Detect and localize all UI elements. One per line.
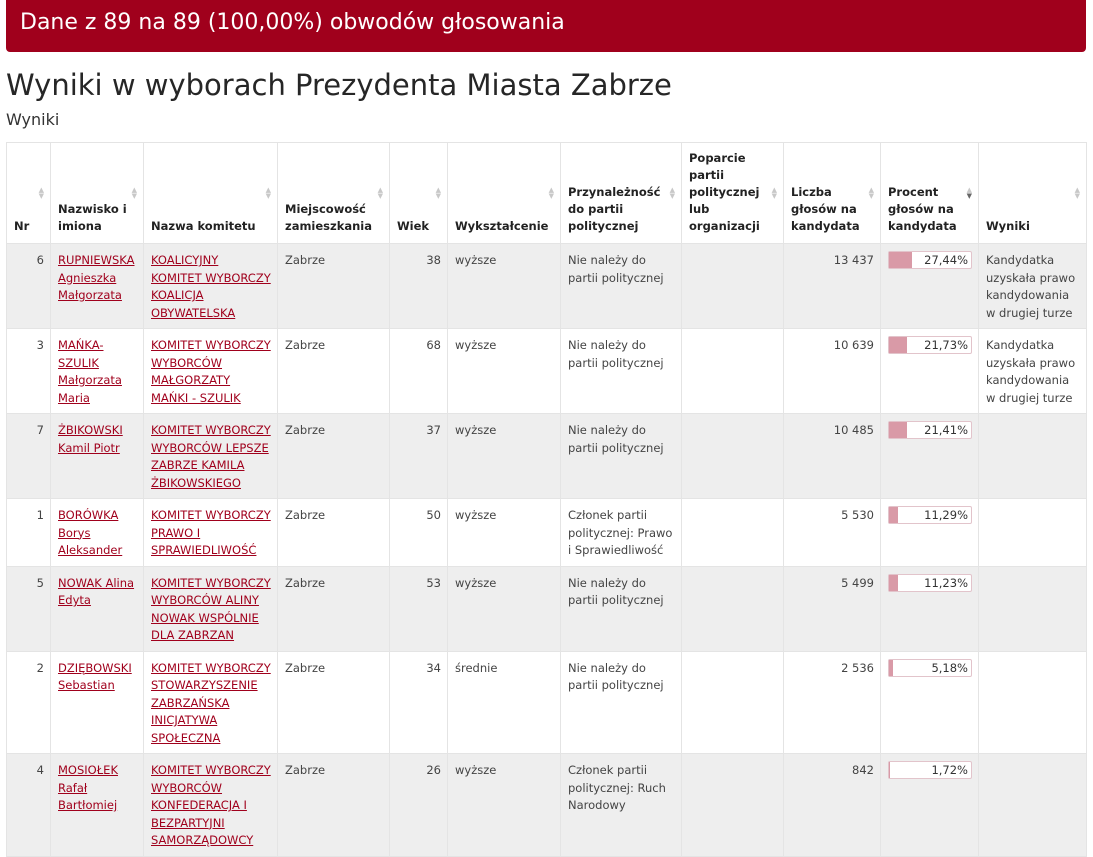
cell-committee xyxy=(144,754,278,857)
cell-age: 34 xyxy=(390,651,448,754)
column-header-committee[interactable] xyxy=(144,143,278,244)
cell-nr: 7 xyxy=(7,414,51,499)
candidate-link[interactable]: BORÓWKA Borys Aleksander xyxy=(58,508,123,557)
table-row xyxy=(7,754,1087,857)
sort-icon: ▲ ▼ xyxy=(1074,186,1080,200)
percent-value: 27,44% xyxy=(924,253,968,267)
table-header-row xyxy=(7,143,1087,244)
cell-party: Nie należy do partii politycznej xyxy=(561,566,682,651)
cell-nr: 3 xyxy=(7,329,51,414)
cell-name xyxy=(51,754,144,857)
percent-bar-fill xyxy=(889,422,907,438)
cell-committee xyxy=(144,499,278,567)
cell-percent xyxy=(881,499,979,567)
page-title: Wyniki w wyborach Prezydenta Miasta Zabrze xyxy=(6,68,672,102)
section-title: Wyniki xyxy=(6,110,60,129)
cell-votes: 10 639 xyxy=(784,329,881,414)
cell-votes: 2 536 xyxy=(784,651,881,754)
committee-link[interactable]: KOMITET WYBORCZY WYBORCÓW ALINY NOWAK WSPÓLNIE DLA ZABRZAN xyxy=(151,575,271,642)
percent-value: 21,41% xyxy=(924,423,968,437)
cell-residence: Zabrze xyxy=(278,566,390,651)
cell-age: 50 xyxy=(390,499,448,567)
candidate-link[interactable]: NOWAK Alina Edyta xyxy=(58,575,135,607)
column-header-label: Nr xyxy=(14,219,30,233)
percent-value: 1,72% xyxy=(931,763,968,777)
column-header-label: Wiek xyxy=(397,219,430,233)
table-row xyxy=(7,329,1087,414)
cell-committee xyxy=(144,566,278,651)
cell-residence: Zabrze xyxy=(278,414,390,499)
column-header-votes[interactable] xyxy=(784,143,881,244)
cell-support xyxy=(682,244,784,329)
percent-bar xyxy=(888,574,972,592)
cell-result: Kandydatka uzyskała prawo kandydowania w drugiej turze xyxy=(979,244,1087,329)
candidate-link[interactable]: ŻBIKOWSKI Kamil Piotr xyxy=(58,423,123,455)
table-row xyxy=(7,414,1087,499)
cell-result: Kandydatka uzyskała prawo kandydowania w drugiej turze xyxy=(979,329,1087,414)
sort-icon: ▲ ▼ xyxy=(265,186,271,200)
percent-bar-fill xyxy=(889,337,907,353)
percent-bar xyxy=(888,761,972,779)
cell-result xyxy=(979,499,1087,567)
column-header-education[interactable] xyxy=(448,143,561,244)
cell-name xyxy=(51,329,144,414)
cell-support xyxy=(682,651,784,754)
cell-votes: 842 xyxy=(784,754,881,857)
cell-party: Nie należy do partii politycznej xyxy=(561,244,682,329)
candidate-link[interactable]: RUPNIEWSKA Agnieszka Małgorzata xyxy=(58,253,135,302)
percent-bar xyxy=(888,336,972,354)
cell-support xyxy=(682,414,784,499)
cell-residence: Zabrze xyxy=(278,499,390,567)
sort-icon: ▲ ▼ xyxy=(38,186,44,200)
column-header-label: Wyniki xyxy=(986,219,1030,233)
committee-link[interactable]: KOMITET WYBORCZY STOWARZYSZENIE ZABRZAŃSKA INICJATYWA SPOŁECZNA xyxy=(151,660,271,745)
cell-result xyxy=(979,651,1087,754)
sort-icon: ▲ ▼ xyxy=(868,186,874,200)
cell-support xyxy=(682,566,784,651)
committee-link[interactable]: KOALICYJNY KOMITET WYBORCZY KOALICJA OBYWATELSKA xyxy=(151,253,271,320)
committee-link[interactable]: KOMITET WYBORCZY WYBORCÓW MAŁGORZATY MAŃKI - SZULIK xyxy=(151,338,271,405)
percent-bar-fill xyxy=(889,660,893,676)
cell-education: wyższe xyxy=(448,244,561,329)
cell-committee xyxy=(144,414,278,499)
column-header-support[interactable] xyxy=(682,143,784,244)
percent-value: 11,23% xyxy=(924,575,968,590)
column-header-label: Miejscowość zamieszkania xyxy=(285,202,373,233)
cell-result xyxy=(979,566,1087,651)
sort-icon: ▲ ▼ xyxy=(131,186,137,200)
committee-link[interactable]: KOMITET WYBORCZY WYBORCÓW KONFEDERACJA I BEZPARTYJNI SAMORZĄDOWCY xyxy=(151,763,271,847)
percent-bar-fill xyxy=(889,507,898,523)
cell-nr: 6 xyxy=(7,244,51,329)
cell-party: Nie należy do partii politycznej xyxy=(561,651,682,754)
cell-support xyxy=(682,329,784,414)
sort-icon: ▲ ▼ xyxy=(771,186,777,200)
percent-bar-fill xyxy=(889,575,898,591)
percent-bar-fill xyxy=(889,252,912,268)
data-coverage-banner: Dane z 89 na 89 (100,00%) obwodów głosowania xyxy=(6,0,1086,52)
cell-support xyxy=(682,754,784,857)
cell-age: 26 xyxy=(390,754,448,857)
cell-percent xyxy=(881,651,979,754)
cell-age: 38 xyxy=(390,244,448,329)
sort-icon: ▲ ▼ xyxy=(669,186,675,200)
candidate-link[interactable]: DZIĘBOWSKI Sebastian xyxy=(58,660,132,692)
percent-bar xyxy=(888,251,972,269)
cell-nr: 2 xyxy=(7,651,51,754)
percent-value: 11,29% xyxy=(924,508,968,522)
results-table xyxy=(6,142,1087,857)
cell-residence: Zabrze xyxy=(278,244,390,329)
cell-percent xyxy=(881,754,979,857)
committee-link[interactable]: KOMITET WYBORCZY WYBORCÓW LEPSZE ZABRZE KAMILA ŻBIKOWSKIEGO xyxy=(151,423,271,490)
cell-party: Członek partii politycznej: Prawo i Sprawiedliwość xyxy=(561,499,682,567)
cell-party: Nie należy do partii politycznej xyxy=(561,329,682,414)
cell-name xyxy=(51,651,144,754)
cell-nr: 4 xyxy=(7,754,51,857)
column-header-label: Liczba głosów na kandydata xyxy=(791,185,860,233)
candidate-link[interactable]: MAŃKA-SZULIK Małgorzata Maria xyxy=(58,338,122,405)
percent-bar-fill xyxy=(889,762,890,778)
cell-age: 53 xyxy=(390,566,448,651)
cell-votes: 10 485 xyxy=(784,414,881,499)
table-row xyxy=(7,499,1087,567)
cell-votes: 5 499 xyxy=(784,566,881,651)
column-header-label: Poparcie partii politycznej lub organizacji xyxy=(689,151,760,233)
cell-votes: 13 437 xyxy=(784,244,881,329)
table-row xyxy=(7,244,1087,329)
table-row xyxy=(7,651,1087,754)
cell-education: wyższe xyxy=(448,414,561,499)
percent-value: 21,73% xyxy=(924,338,968,352)
percent-bar xyxy=(888,421,972,439)
cell-result xyxy=(979,414,1087,499)
percent-bar xyxy=(888,659,972,677)
cell-age: 68 xyxy=(390,329,448,414)
cell-name xyxy=(51,414,144,499)
committee-link[interactable]: KOMITET WYBORCZY PRAWO I SPRAWIEDLIWOŚĆ xyxy=(151,508,271,557)
cell-age: 37 xyxy=(390,414,448,499)
sort-icon: ▲ ▼ xyxy=(548,186,554,200)
column-header-result[interactable] xyxy=(979,143,1087,244)
cell-education: wyższe xyxy=(448,329,561,414)
sort-desc-icon: ▲ ▼ xyxy=(966,186,972,200)
column-header-nr[interactable] xyxy=(7,143,51,244)
cell-name xyxy=(51,499,144,567)
cell-percent xyxy=(881,414,979,499)
column-header-residence[interactable] xyxy=(278,143,390,244)
column-header-percent[interactable] xyxy=(881,143,979,244)
percent-value: 5,18% xyxy=(931,660,968,675)
cell-residence: Zabrze xyxy=(278,754,390,857)
cell-education: wyższe xyxy=(448,754,561,857)
column-header-name[interactable] xyxy=(51,143,144,244)
cell-nr: 5 xyxy=(7,566,51,651)
cell-votes: 5 530 xyxy=(784,499,881,567)
cell-committee xyxy=(144,244,278,329)
table-row xyxy=(7,566,1087,651)
column-header-label: Przynależność do partii politycznej xyxy=(568,185,661,233)
column-header-label: Wykształcenie xyxy=(455,219,549,233)
cell-education: wyższe xyxy=(448,566,561,651)
sort-icon: ▲ ▼ xyxy=(435,186,441,200)
cell-result xyxy=(979,754,1087,857)
column-header-party[interactable] xyxy=(561,143,682,244)
column-header-label: Nazwa komitetu xyxy=(151,219,256,233)
percent-bar xyxy=(888,506,972,524)
cell-percent xyxy=(881,566,979,651)
cell-percent xyxy=(881,244,979,329)
cell-percent xyxy=(881,329,979,414)
column-header-label: Procent głosów na kandydata xyxy=(888,185,957,233)
cell-support xyxy=(682,499,784,567)
cell-party: Członek partii politycznej: Ruch Narodowy xyxy=(561,754,682,857)
sort-icon: ▲ ▼ xyxy=(377,186,383,200)
cell-residence: Zabrze xyxy=(278,651,390,754)
cell-name xyxy=(51,566,144,651)
cell-name xyxy=(51,244,144,329)
column-header-age[interactable] xyxy=(390,143,448,244)
column-header-label: Nazwisko i imiona xyxy=(58,202,127,233)
cell-education: średnie xyxy=(448,651,561,754)
cell-nr: 1 xyxy=(7,499,51,567)
cell-education: wyższe xyxy=(448,499,561,567)
candidate-link[interactable]: MOSIOŁEK Rafał Bartłomiej xyxy=(58,763,118,812)
cell-residence: Zabrze xyxy=(278,329,390,414)
cell-committee xyxy=(144,651,278,754)
cell-party: Nie należy do partii politycznej xyxy=(561,414,682,499)
cell-committee xyxy=(144,329,278,414)
